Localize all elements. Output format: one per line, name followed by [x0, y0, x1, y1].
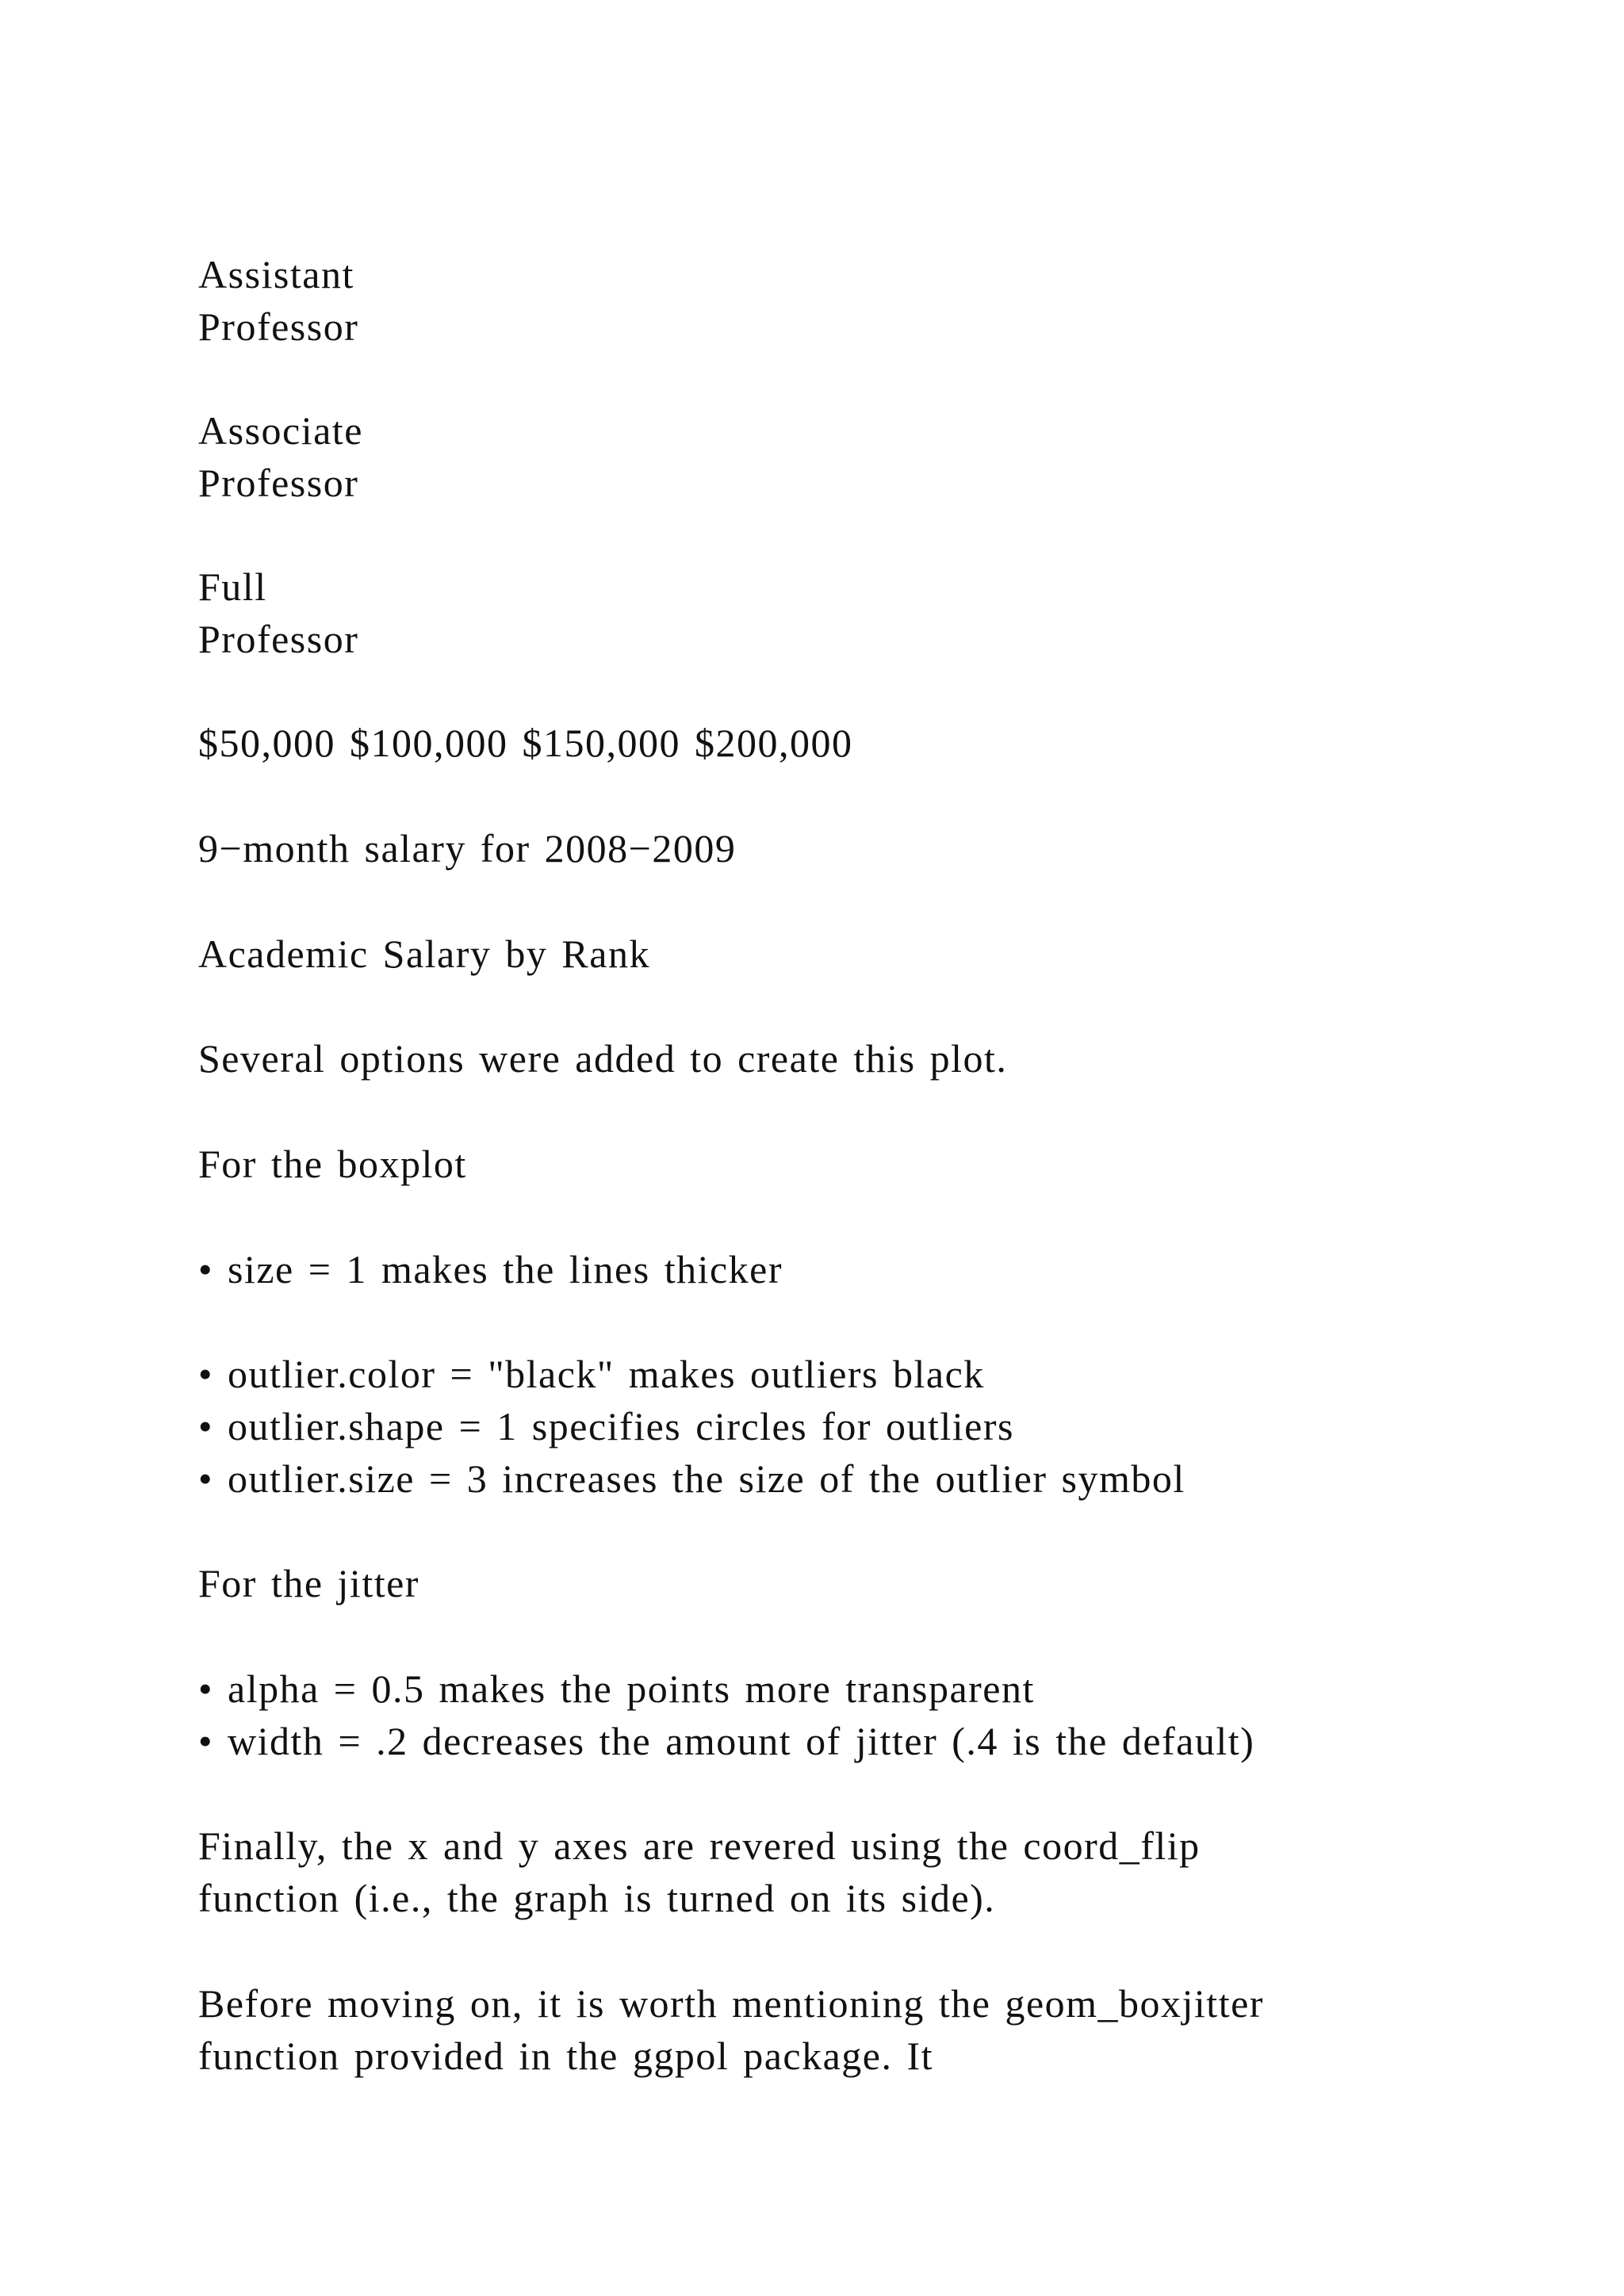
- list-item: • outlier.size = 3 increases the size of the outlier symbol: [198, 1456, 1185, 1501]
- list-item: • width = .2 decreases the amount of jitter (.4 is the default): [198, 1719, 1255, 1763]
- document-page: [198, 0, 1562, 2296]
- before-paragraph: Before moving on, it is worth mentioning the geom_boxjitter function provided in the ggpol package. It: [198, 1981, 1264, 2078]
- boxplot-option-list: [198, 1348, 1185, 1505]
- intro-paragraph: Several options were added to create this plot.: [198, 1036, 1008, 1081]
- rank-label-assistant: Assistant Professor: [198, 252, 359, 349]
- list-item: • alpha = 0.5 makes the points more transparent: [198, 1667, 1035, 1711]
- boxplot-heading: For the boxplot: [198, 1142, 467, 1186]
- jitter-heading: For the jitter: [198, 1561, 419, 1605]
- axis-tick-labels: $50,000 $100,000 $150,000 $200,000: [198, 721, 853, 765]
- rank-label-associate: Associate Professor: [198, 408, 363, 505]
- boxplot-option-size: • size = 1 makes the lines thicker: [198, 1247, 783, 1292]
- jitter-option-list: [198, 1663, 1254, 1767]
- plot-title: Academic Salary by Rank: [198, 932, 650, 976]
- list-item: • outlier.color = "black" makes outliers black: [198, 1352, 985, 1396]
- axis-label: 9−month salary for 2008−2009: [198, 826, 737, 871]
- finally-paragraph: Finally, the x and y axes are revered using the coord_flip function (i.e., the graph is turned on its side).: [198, 1823, 1201, 1920]
- list-item: • outlier.shape = 1 specifies circles for outliers: [198, 1404, 1014, 1448]
- rank-label-full: Full Professor: [198, 564, 359, 661]
